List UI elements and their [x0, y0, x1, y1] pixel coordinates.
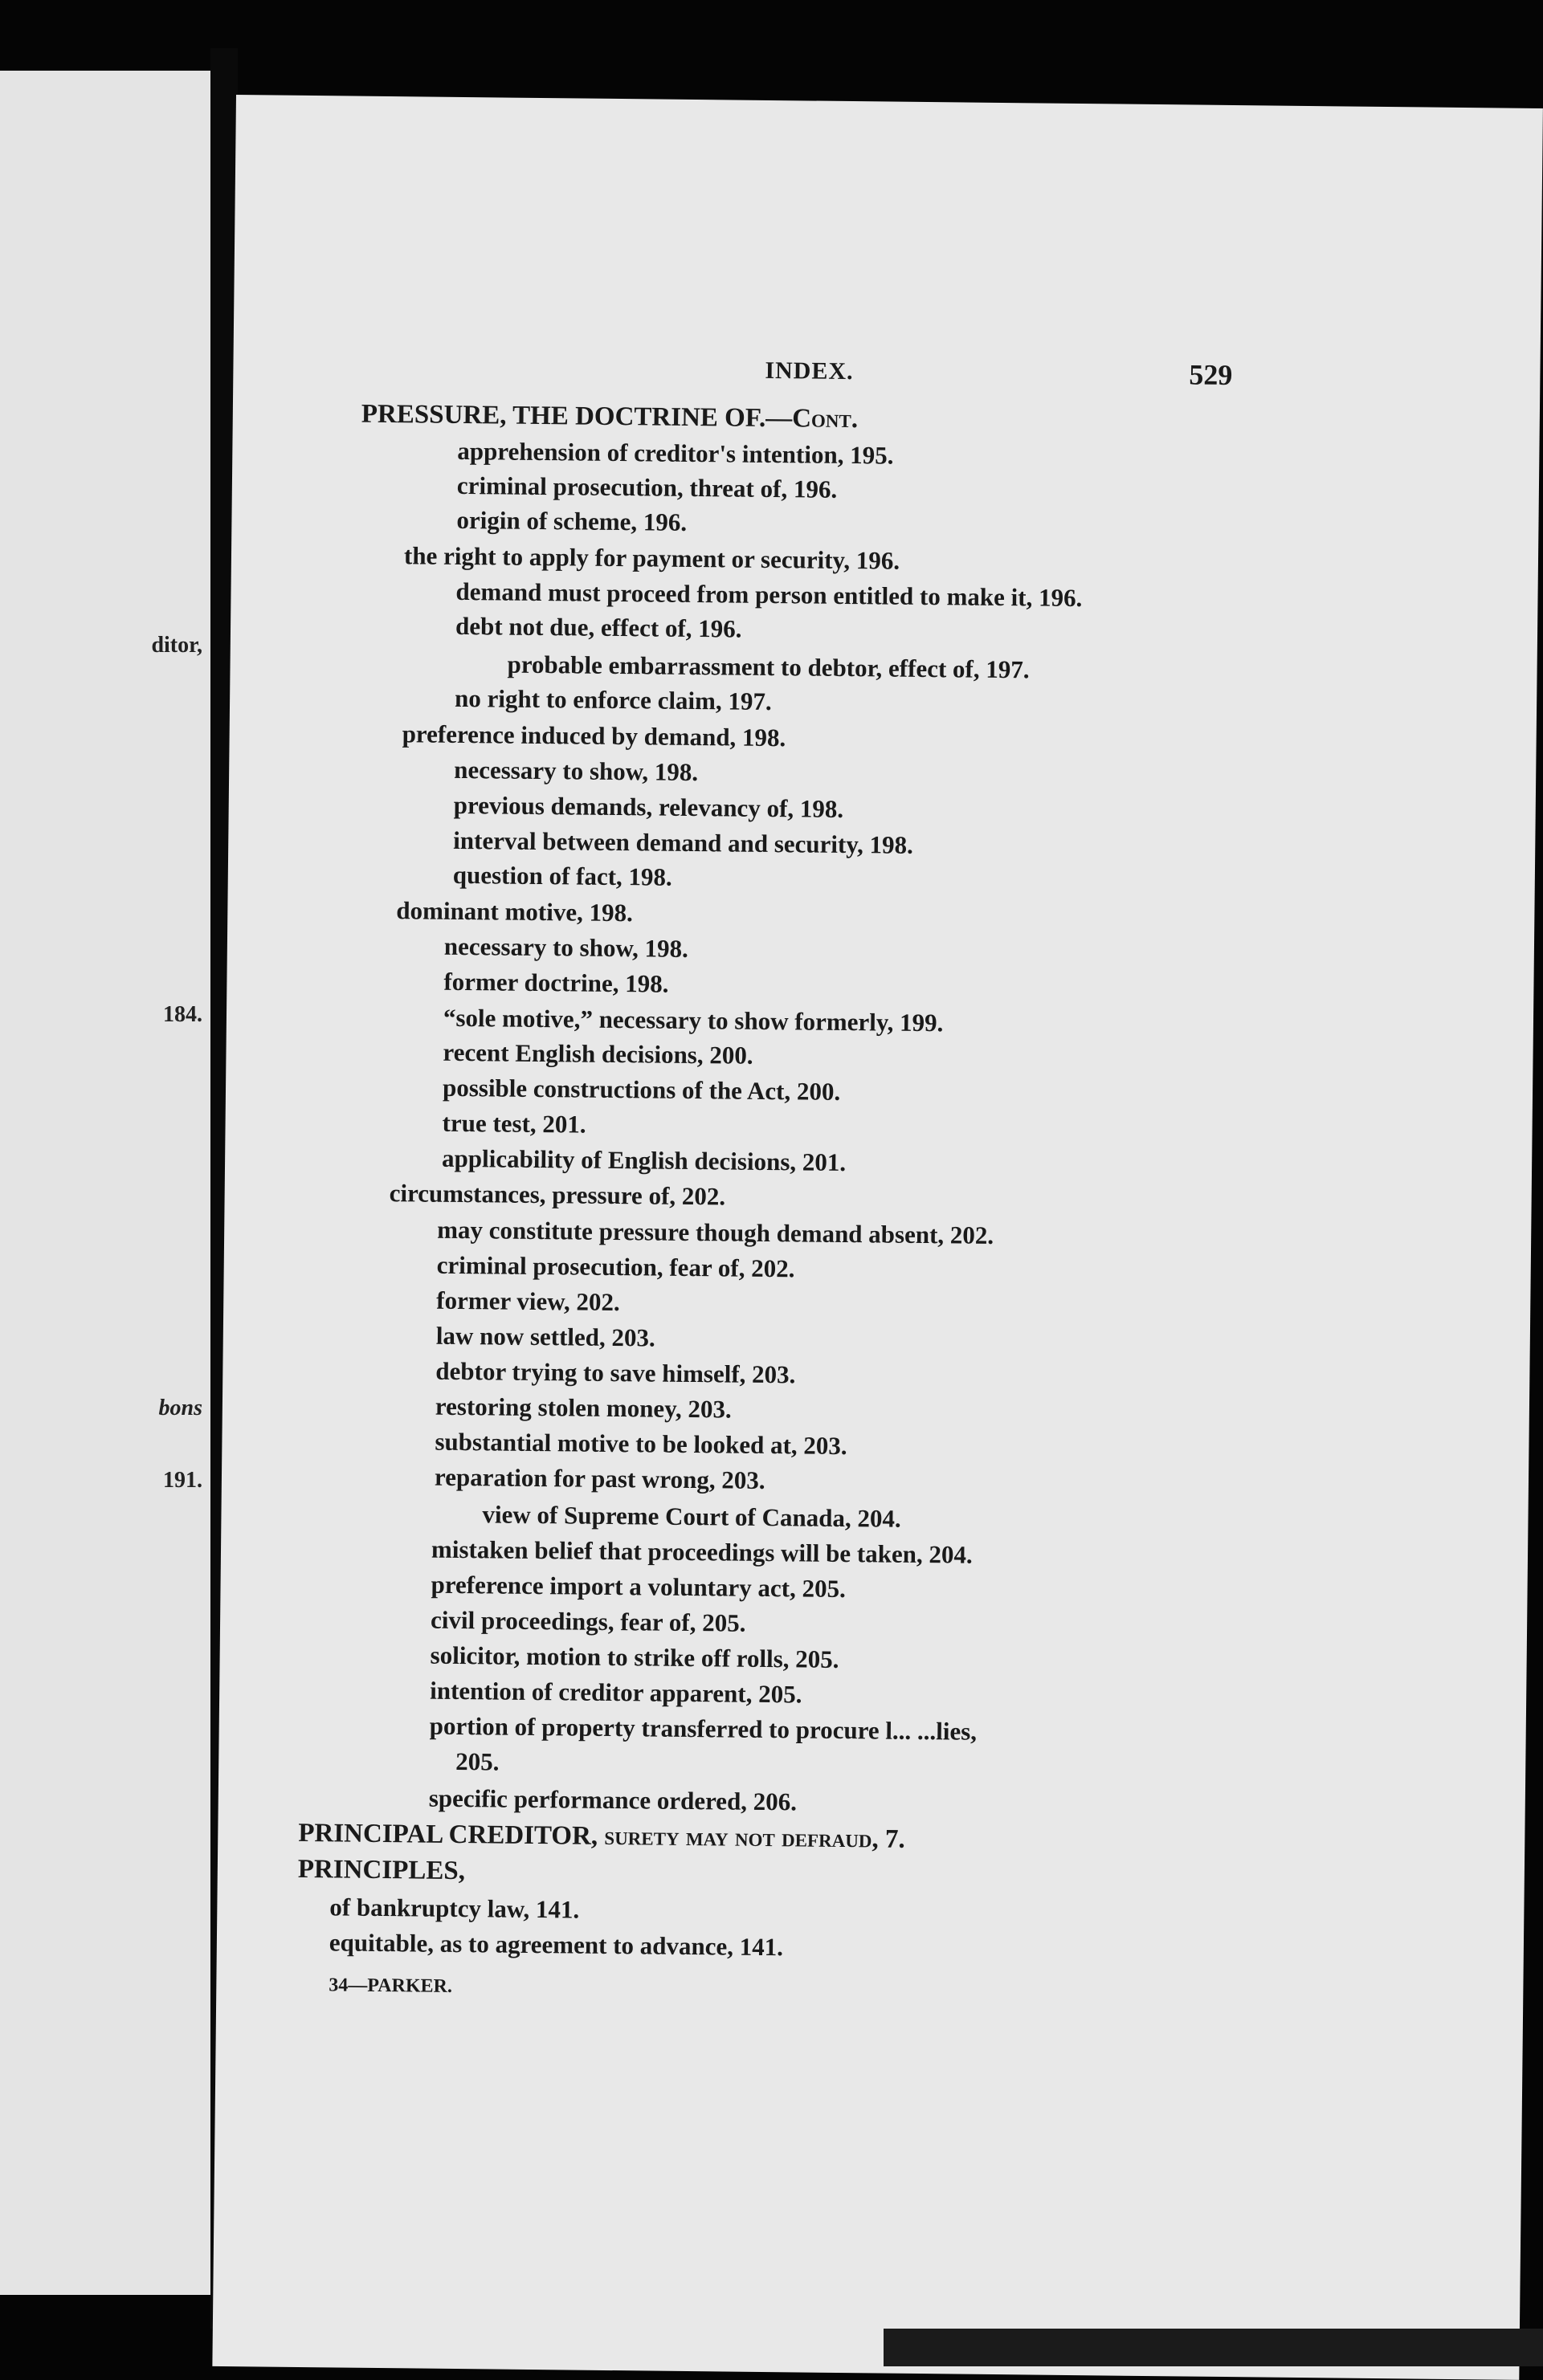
index-entry: debtor trying to save himself, 203.	[435, 1356, 796, 1389]
index-entry: solicitor, motion to strike off rolls, 205.	[430, 1640, 839, 1673]
index-entry: civil proceedings, fear of, 205.	[430, 1605, 746, 1637]
index-entry: origin of scheme, 196.	[456, 505, 688, 536]
index-entry: specific performance ordered, 206.	[428, 1783, 798, 1816]
index-entry: substantial motive to be looked at, 203.	[435, 1427, 847, 1461]
index-page	[212, 95, 1543, 2380]
index-entry: of bankruptcy law, 141.	[329, 1893, 580, 1924]
left-fragment: 184.	[163, 1002, 202, 1027]
index-entry: equitable, as to agreement to advance, 141.	[329, 1928, 784, 1962]
index-entry: apprehension of creditor's intention, 195.	[457, 436, 894, 470]
index-entry: former doctrine, 198.	[443, 967, 669, 998]
page-header-title: INDEX.	[765, 357, 854, 385]
scan-shadow	[884, 2329, 1543, 2366]
index-entry: true test, 201.	[442, 1108, 586, 1139]
index-entry: 205.	[455, 1746, 500, 1776]
index-heading: PRESSURE, THE DOCTRINE OF.—Cont.	[361, 399, 859, 434]
index-entry: necessary to show, 198.	[454, 755, 699, 787]
index-entry: demand must proceed from person entitled to make it, 196.	[455, 577, 1083, 613]
index-entry: the right to apply for payment or security, 196.	[403, 541, 900, 575]
index-entry: dominant motive, 198.	[396, 896, 634, 927]
index-entry: no right to enforce claim, 197.	[454, 683, 772, 716]
index-entry: criminal prosecution, fear of, 202.	[436, 1250, 795, 1283]
index-entry: restoring stolen money, 203.	[435, 1392, 732, 1424]
index-entry: possible constructions of the Act, 200.	[442, 1073, 841, 1106]
index-heading: PRINCIPLES,	[297, 1854, 466, 1886]
index-entry: former view, 202.	[436, 1286, 620, 1317]
left-fragment: 191.	[163, 1468, 202, 1493]
index-entry: law now settled, 203.	[435, 1321, 655, 1352]
index-entry: circumstances, pressure of, 202.	[389, 1179, 726, 1211]
left-fragment: ditor,	[151, 633, 202, 658]
index-entry: debt not due, effect of, 196.	[455, 611, 742, 643]
left-fragment: bons	[158, 1396, 202, 1420]
index-entry: preference import a voluntary act, 205.	[431, 1570, 847, 1604]
index-entry: necessary to show, 198.	[443, 931, 689, 963]
index-entry: intention of creditor apparent, 205.	[430, 1676, 802, 1709]
index-entry: interval between demand and security, 198.	[453, 825, 914, 859]
index-entry: mistaken belief that proceedings will be taken, 204.	[431, 1534, 973, 1569]
index-entry: question of fact, 198.	[452, 860, 672, 891]
index-entry: probable embarrassment to debtor, effect of, 197.	[507, 650, 1030, 684]
index-entry: applicability of English decisions, 201.	[441, 1143, 847, 1177]
index-entry: reparation for past wrong, 203.	[434, 1462, 765, 1494]
index-entry: “sole motive,” necessary to show formerly, 199.	[443, 1003, 944, 1037]
left-page	[0, 71, 210, 2295]
index-heading: PRINCIPAL CREDITOR, surety may not defraud, 7.	[298, 1818, 905, 1854]
index-entry: previous demands, relevancy of, 198.	[453, 790, 844, 823]
index-entry: may constitute pressure though demand absent, 202.	[437, 1215, 994, 1249]
index-entry: view of Supreme Court of Canada, 204.	[482, 1500, 901, 1533]
index-entry: criminal prosecution, threat of, 196.	[456, 471, 838, 503]
index-entry: recent English decisions, 200.	[443, 1037, 753, 1070]
index-entry: preference induced by demand, 198.	[402, 719, 786, 752]
index-entry: portion of property transferred to procure l... ...lies,	[429, 1711, 978, 1746]
printer-signature: 34—PARKER.	[329, 1975, 453, 1997]
page-number: 529	[1189, 358, 1233, 392]
